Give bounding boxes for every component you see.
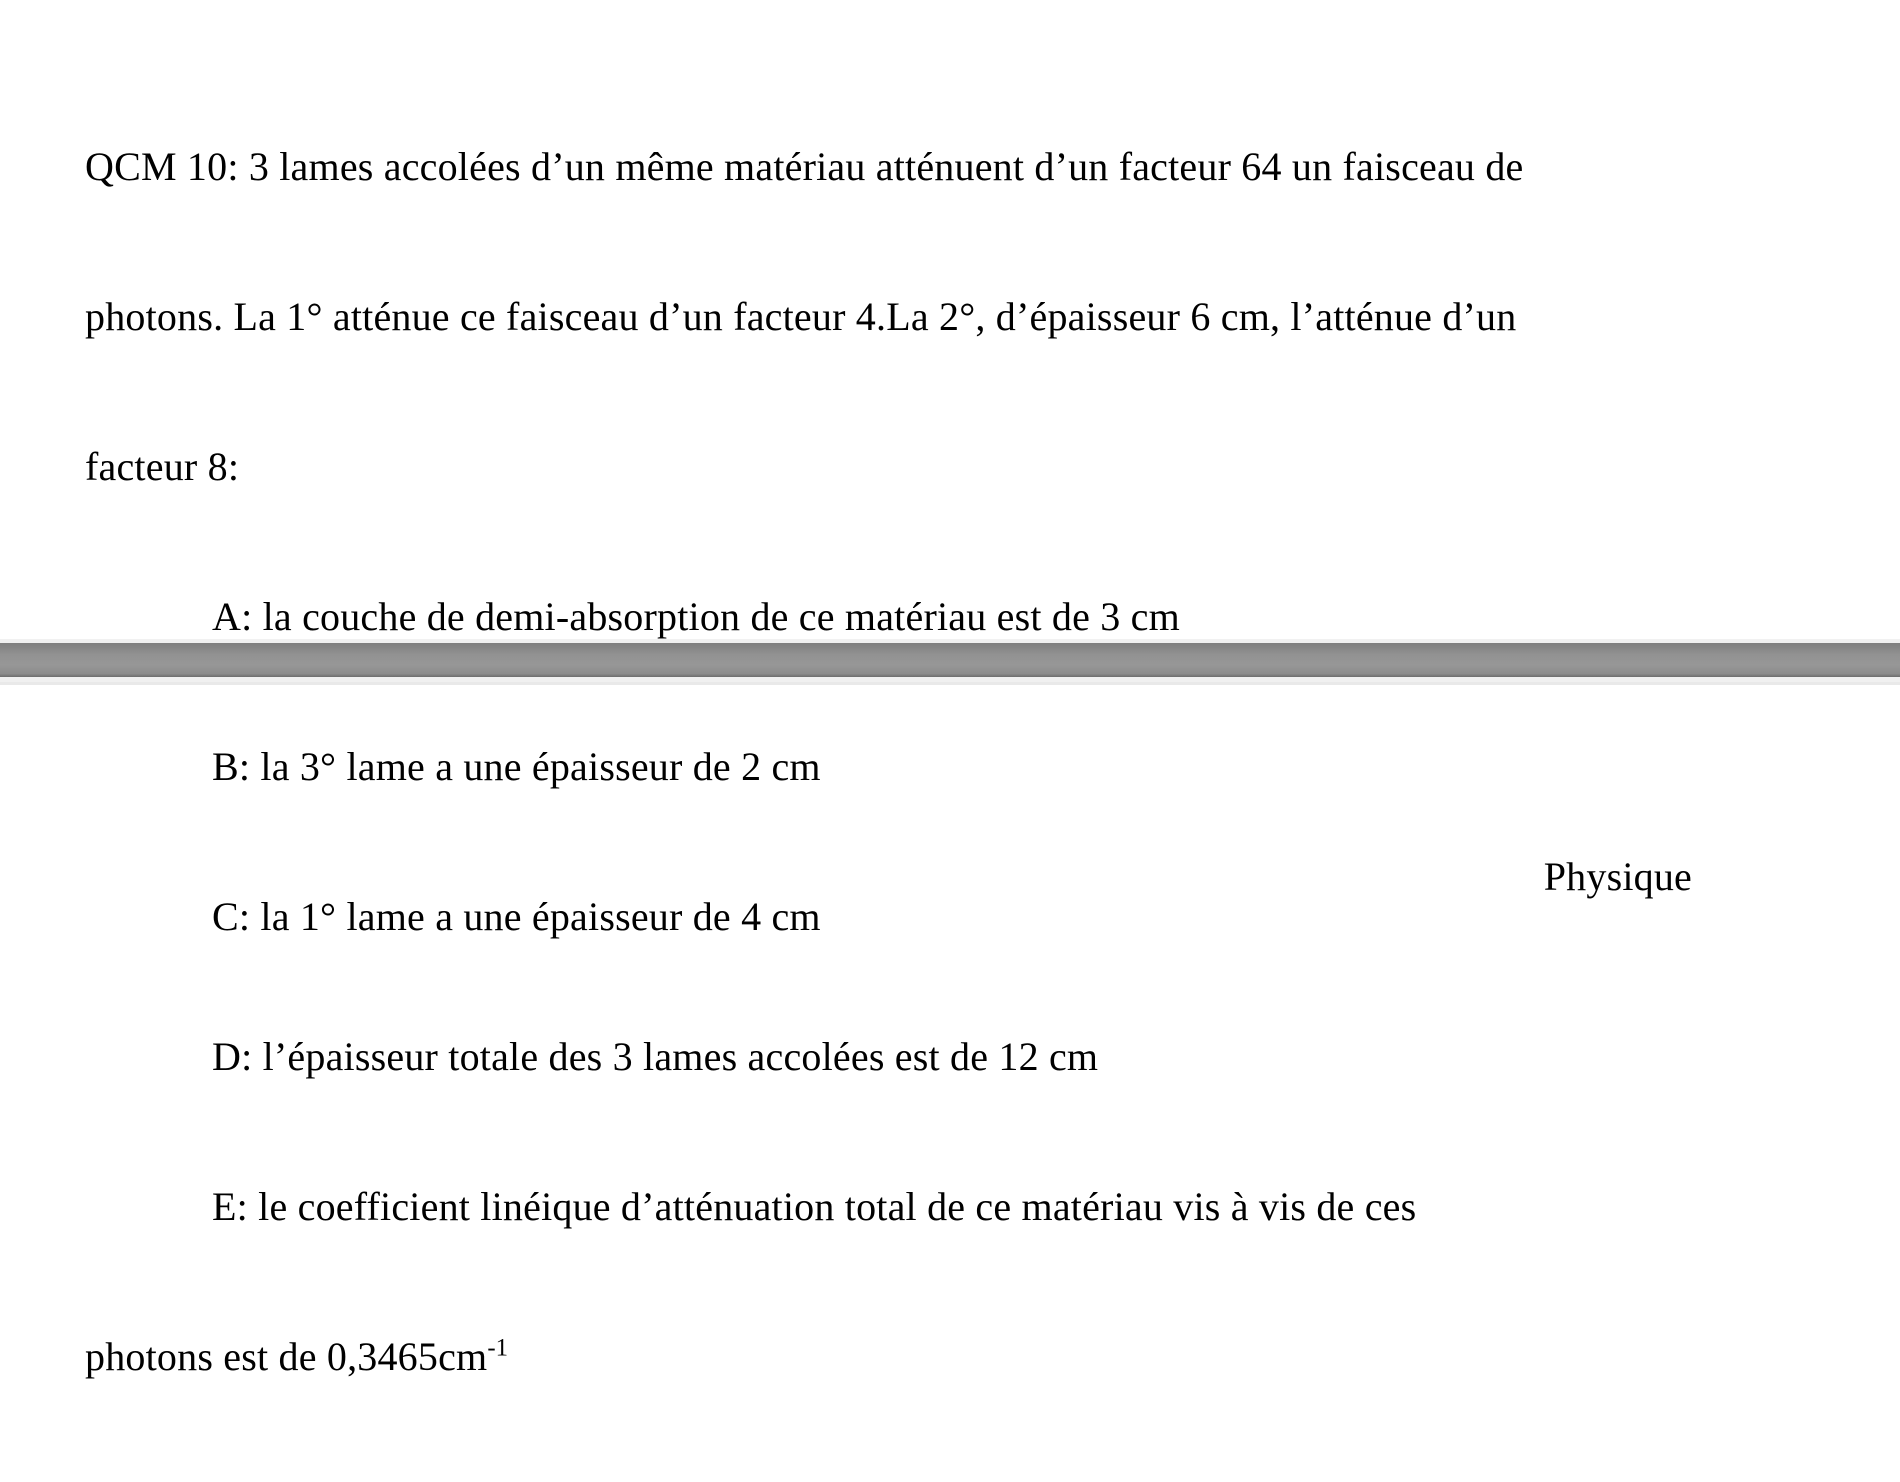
page-separator-bar	[0, 643, 1900, 677]
option-e-line-2	[85, 1332, 1416, 1382]
page-header	[85, 802, 1692, 952]
page-separator	[0, 639, 1900, 685]
page-top-shadow	[0, 682, 1900, 685]
question-line-3: facteur 8:	[85, 444, 240, 489]
option-e-line-1: E: le coefficient linéique d’atténuation total de ce matériau vis à vis de ces	[212, 1184, 1417, 1229]
option-c: C: la 1° lame a une épaisseur de 4 cm	[212, 894, 821, 939]
qcm-options-continued-block	[85, 932, 1416, 1482]
page-header-label: Physique	[1543, 854, 1692, 899]
option-a: A: la couche de demi-absorption de ce matériau est de 3 cm	[212, 594, 1180, 639]
option-e-exponent: -1	[487, 1334, 508, 1362]
option-b: B: la 3° lame a une épaisseur de 2 cm	[212, 744, 821, 789]
question-line-2: photons. La 1° atténue ce faisceau d’un facteur 4.La 2°, d’épaisseur 6 cm, l’atténue d’un	[85, 294, 1517, 339]
option-e-wrap-text: photons est de 0,3465cm	[85, 1334, 488, 1379]
option-d: D: l’épaisseur totale des 3 lames accolées est de 12 cm	[212, 1034, 1099, 1079]
question-line-1: QCM 10: 3 lames accolées d’un même matériau atténuent d’un facteur 64 un faisceau de	[85, 144, 1524, 189]
